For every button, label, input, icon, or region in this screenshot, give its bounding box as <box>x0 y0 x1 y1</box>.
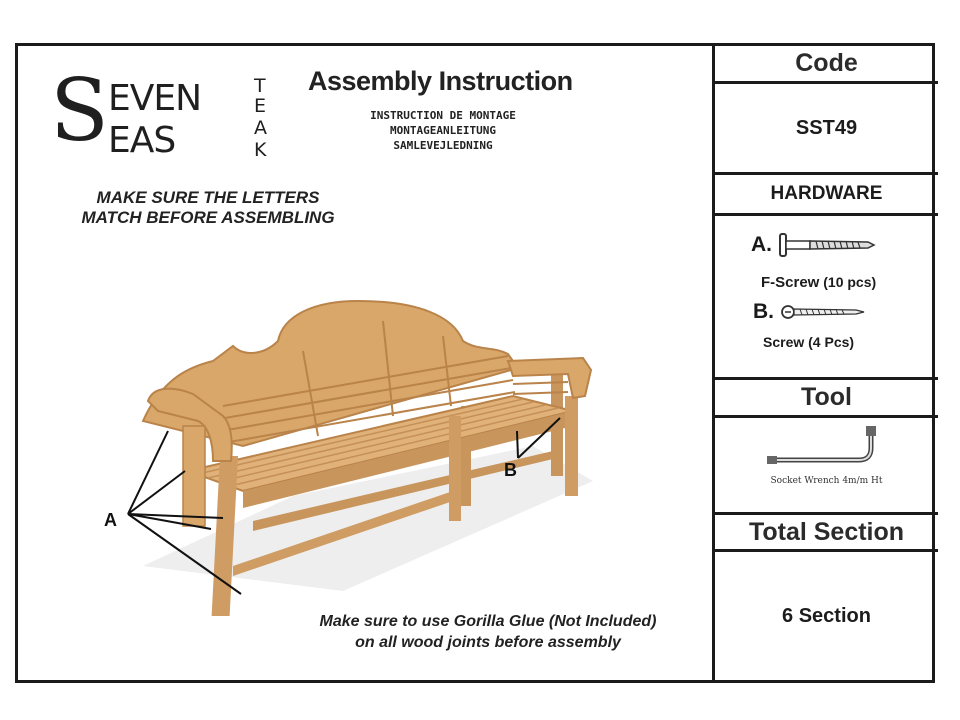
logo-letter-t: T <box>254 75 266 97</box>
logo-initial: S <box>50 61 109 161</box>
subtitle-german: MONTAGEANLEITUNG <box>390 124 496 137</box>
assembly-title: Assembly Instruction <box>308 66 573 96</box>
hardware-qty-a: (10 pcs) <box>823 274 877 290</box>
assembly-subtitles <box>308 108 578 153</box>
logo-letter-k: K <box>254 139 267 161</box>
seven-seas-teak-logo <box>48 61 288 163</box>
hardware-caption-b <box>763 334 854 350</box>
front-leg-right <box>565 396 578 496</box>
subtitle-danish: SAMLEVEJLEDNING <box>393 139 493 152</box>
match-letters-note <box>58 188 358 228</box>
logo-word-top: EVEN <box>108 78 202 119</box>
logo-letter-a: A <box>254 117 267 139</box>
hardware-letter-b: B. <box>753 300 774 323</box>
front-leg-mid <box>449 416 461 521</box>
hardware-item-a <box>751 232 878 258</box>
screw-icon <box>780 302 870 322</box>
gorilla-glue-note <box>298 611 678 653</box>
hardware-name-a: F-Screw <box>761 274 820 291</box>
match-note-line-2: MATCH BEFORE ASSEMBLING <box>81 208 335 227</box>
armrest-left-support <box>183 426 205 526</box>
hardware-name-b: Screw <box>763 334 805 350</box>
code-value: SST49 <box>715 84 938 175</box>
socket-wrench-icon <box>767 426 887 470</box>
info-sidebar <box>712 46 938 680</box>
glue-note-line-2: on all wood joints before assembly <box>355 634 621 651</box>
f-screw-icon <box>778 232 878 258</box>
logo-word-bottom: EAS <box>108 120 176 161</box>
glue-note-line-1: Make sure to use Gorilla Glue (Not Included) <box>319 613 657 630</box>
hardware-qty-b: (4 Pcs) <box>808 334 855 350</box>
hardware-list <box>715 216 938 380</box>
logo-letter-e: E <box>254 95 267 117</box>
hardware-letter-a: A. <box>751 233 772 256</box>
tool-header: Tool <box>715 380 938 418</box>
hardware-caption-a <box>761 274 876 291</box>
main-panel <box>18 46 712 680</box>
label-b: B <box>504 460 517 480</box>
match-note-line-1: MAKE SURE THE LETTERS <box>96 188 320 207</box>
hardware-item-b <box>753 300 870 324</box>
tool-caption: Socket Wrench 4m/m Ht <box>770 476 883 486</box>
subtitle-french: INSTRUCTION DE MONTAGE <box>370 109 516 122</box>
instruction-sheet <box>15 43 935 683</box>
bench-diagram <box>104 246 603 591</box>
total-section-value: 6 Section <box>782 604 871 627</box>
code-header: Code <box>715 46 938 84</box>
hardware-header: HARDWARE <box>715 175 938 216</box>
total-section-header: Total Section <box>715 515 938 552</box>
tool-box <box>715 418 938 515</box>
label-a: A <box>104 510 117 530</box>
